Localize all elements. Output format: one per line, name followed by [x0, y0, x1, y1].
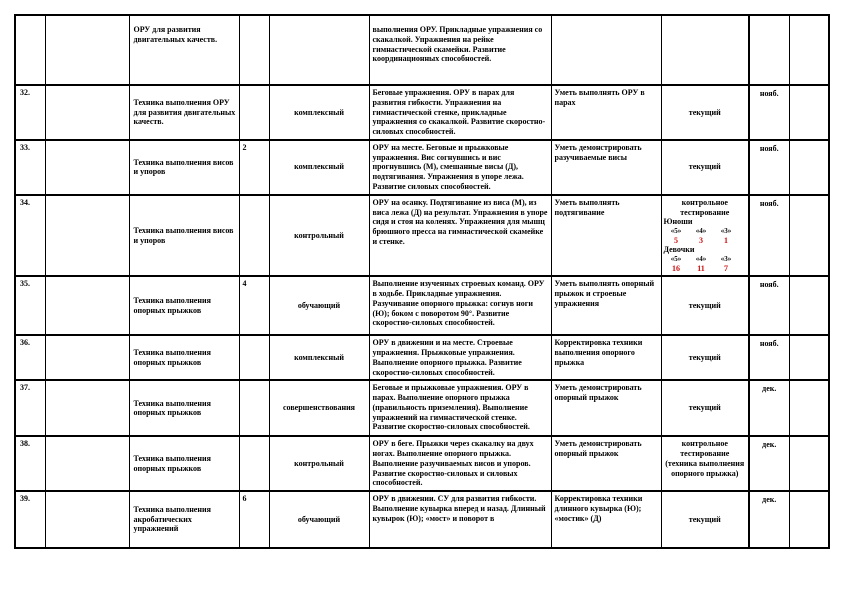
empty-end-cell — [789, 140, 829, 195]
lesson-number-cell: 37. — [15, 380, 45, 436]
month-cell — [749, 15, 789, 85]
grade-values-row — [664, 236, 747, 246]
hours-cell — [239, 85, 269, 140]
grade-mark: «4» — [695, 255, 707, 264]
grade-value: 1 — [724, 235, 728, 245]
lesson-type-cell: контрольный — [269, 195, 369, 277]
lesson-number-cell: 36. — [15, 335, 45, 380]
empty-end-cell — [789, 380, 829, 436]
month-cell: дек. — [749, 380, 789, 436]
assessment-cell: текущий — [661, 140, 749, 195]
topic-cell: Техника выполнения висов и упоров — [129, 195, 239, 277]
topic-cell: Техника выполнения ОРУ для развития двигательных качеств. — [129, 85, 239, 140]
empty-cell — [45, 140, 129, 195]
empty-end-cell — [789, 15, 829, 85]
empty-cell — [45, 335, 129, 380]
lesson-type-cell: комплексный — [269, 85, 369, 140]
month-cell: дек. — [749, 436, 789, 491]
table-row — [15, 276, 829, 335]
hours-cell — [239, 15, 269, 85]
topic-cell: ОРУ для развития двигательных качеств. — [129, 15, 239, 85]
empty-cell — [45, 195, 129, 277]
skill-cell — [551, 15, 661, 85]
assessment-cell: текущий — [661, 276, 749, 335]
month-cell: нояб. — [749, 195, 789, 277]
empty-cell — [45, 491, 129, 548]
skill-cell: Уметь выполнять ОРУ в парах — [551, 85, 661, 140]
table-row — [15, 380, 829, 436]
empty-end-cell — [789, 195, 829, 277]
skill-cell: Корректировка техники выполнения опорного прыжка — [551, 335, 661, 380]
grade-mark: «4» — [695, 227, 707, 235]
grade-value: 3 — [699, 235, 703, 245]
grade-mark: «3» — [720, 227, 732, 235]
lesson-number-cell — [15, 15, 45, 85]
skill-cell: Уметь выполнять опорный прыжок и строевые упражнения — [551, 276, 661, 335]
empty-end-cell — [789, 335, 829, 380]
grade-marks-row — [664, 255, 747, 264]
month-cell: нояб. — [749, 276, 789, 335]
month-cell: нояб. — [749, 85, 789, 140]
lesson-number-cell: 34. — [15, 195, 45, 277]
grade-group-label: Девочки — [663, 245, 695, 255]
assessment-cell: контрольное тестирование (техника выполнения опорного прыжка) — [661, 436, 749, 491]
month-cell: дек. — [749, 491, 789, 548]
hours-cell — [239, 380, 269, 436]
grade-mark: «3» — [720, 255, 732, 264]
hours-cell: 2 — [239, 140, 269, 195]
grade-values-row — [664, 264, 747, 274]
curriculum-table — [14, 14, 830, 549]
topic-cell: Техника выполнения опорных прыжков — [129, 276, 239, 335]
hours-cell — [239, 335, 269, 380]
control-test-title: контрольное тестирование — [680, 197, 730, 217]
table-row — [15, 491, 829, 548]
assessment-cell: текущий — [661, 335, 749, 380]
content-cell: Беговые упражнения. ОРУ в парах для развития гибкости. Упражнения на гимнастической стенке, прикладные упражнения со скакалкой. Развитие скоростно-силовых способностей. — [369, 85, 551, 140]
empty-end-cell — [789, 276, 829, 335]
lesson-type-cell: обучающий — [269, 276, 369, 335]
assessment-cell — [661, 195, 749, 277]
empty-cell — [45, 380, 129, 436]
content-cell: ОРУ в движении. СУ для развития гибкости. Выполнение кувырка вперед и назад. Длинный кувырок (Ю); «мост» и поворот в — [369, 491, 551, 548]
lesson-number-cell: 33. — [15, 140, 45, 195]
lesson-number-cell: 32. — [15, 85, 45, 140]
month-cell: нояб. — [749, 140, 789, 195]
table-row — [15, 335, 829, 380]
lesson-type-cell: обучающий — [269, 491, 369, 548]
lesson-type-cell: совершенствования — [269, 380, 369, 436]
content-cell: выполнения ОРУ. Прикладные упражнения со скакалкой. Упражнения на рейке гимнастической скамейки. Развитие координационных способностей. — [369, 15, 551, 85]
assessment-cell — [661, 15, 749, 85]
grade-value: 7 — [724, 263, 728, 273]
hours-cell — [239, 436, 269, 491]
empty-cell — [45, 15, 129, 85]
table-row — [15, 195, 829, 277]
topic-cell: Техника выполнения висов и упоров — [129, 140, 239, 195]
assessment-cell: текущий — [661, 85, 749, 140]
assessment-cell: текущий — [661, 380, 749, 436]
content-cell: ОРУ на осанку. Подтягивание из виса (М), из виса лежа (Д) на результат. Упражнения в упоре сидя и стоя на коленях. Упражнения для мышц брюшного пресса на гимнастической скамейке и стенке. — [369, 195, 551, 277]
grade-mark: «5» — [670, 227, 682, 235]
skill-cell: Уметь демонстрировать разучиваемые висы — [551, 140, 661, 195]
topic-cell: Техника выполнения опорных прыжков — [129, 335, 239, 380]
lesson-type-cell: контрольный — [269, 436, 369, 491]
empty-cell — [45, 276, 129, 335]
lesson-number-cell: 35. — [15, 276, 45, 335]
skill-cell: Корректировка техники длинного кувырка (Ю); «мостик» (Д) — [551, 491, 661, 548]
lesson-number-cell: 38. — [15, 436, 45, 491]
content-cell: ОРУ на месте. Беговые и прыжковые упражнения. Вис согнувшись и вис прогнувшись (М), смешанные висы (Д), подтягивания. Упражнения в упоре лежа. Развитие силовых способностей. — [369, 140, 551, 195]
hours-cell — [239, 195, 269, 277]
empty-cell — [45, 436, 129, 491]
content-cell: Выполнение изученных строевых команд. ОРУ в ходьбе. Прикладные упражнения. Разучивание опорного прыжка: согнув ноги (Ю); боком с поворотом 90°. Развитие скоростно-силовых способностей. — [369, 276, 551, 335]
content-cell: ОРУ в движении и на месте. Строевые упражнения. Прыжковые упражнения. Выполнение опорного прыжка. Развитие скоростно-силовых способностей. — [369, 335, 551, 380]
content-cell: ОРУ в беге. Прыжки через скакалку на двух ногах. Выполнение опорного прыжка. Выполнение разучиваемых висов и упоров. Развитие скоростно-силовых и силовых способностей. — [369, 436, 551, 491]
grade-mark: «5» — [670, 255, 682, 264]
table-row — [15, 85, 829, 140]
grade-value: 5 — [674, 235, 678, 245]
hours-cell: 4 — [239, 276, 269, 335]
table-row — [15, 436, 829, 491]
skill-cell: Уметь выполнять подтягивание — [551, 195, 661, 277]
topic-cell: Техника выполнения опорных прыжков — [129, 380, 239, 436]
empty-cell — [45, 85, 129, 140]
lesson-type-cell — [269, 15, 369, 85]
skill-cell: Уметь демонстрировать опорный прыжок — [551, 436, 661, 491]
topic-cell: Техника выполнения акробатических упражнений — [129, 491, 239, 548]
lesson-type-cell: комплексный — [269, 140, 369, 195]
empty-end-cell — [789, 491, 829, 548]
empty-end-cell — [789, 436, 829, 491]
grade-group-label: Юноши — [663, 217, 693, 227]
month-cell: нояб. — [749, 335, 789, 380]
grade-marks-row — [664, 227, 747, 236]
grade-value: 11 — [697, 263, 705, 273]
table-row — [15, 15, 829, 85]
content-cell: Беговые и прыжковые упражнения. ОРУ в парах. Выполнение опорного прыжка (правильность приземления). Выполнение упражнений на гимнастической стенке. Развитие скоростно-силовых способностей. — [369, 380, 551, 436]
lesson-type-cell: комплексный — [269, 335, 369, 380]
lesson-number-cell: 39. — [15, 491, 45, 548]
grade-value: 16 — [672, 263, 680, 273]
skill-cell: Уметь демонстрировать опорный прыжок — [551, 380, 661, 436]
topic-cell: Техника выполнения опорных прыжков — [129, 436, 239, 491]
assessment-cell: текущий — [661, 491, 749, 548]
hours-cell: 6 — [239, 491, 269, 548]
empty-end-cell — [789, 85, 829, 140]
table-row — [15, 140, 829, 195]
